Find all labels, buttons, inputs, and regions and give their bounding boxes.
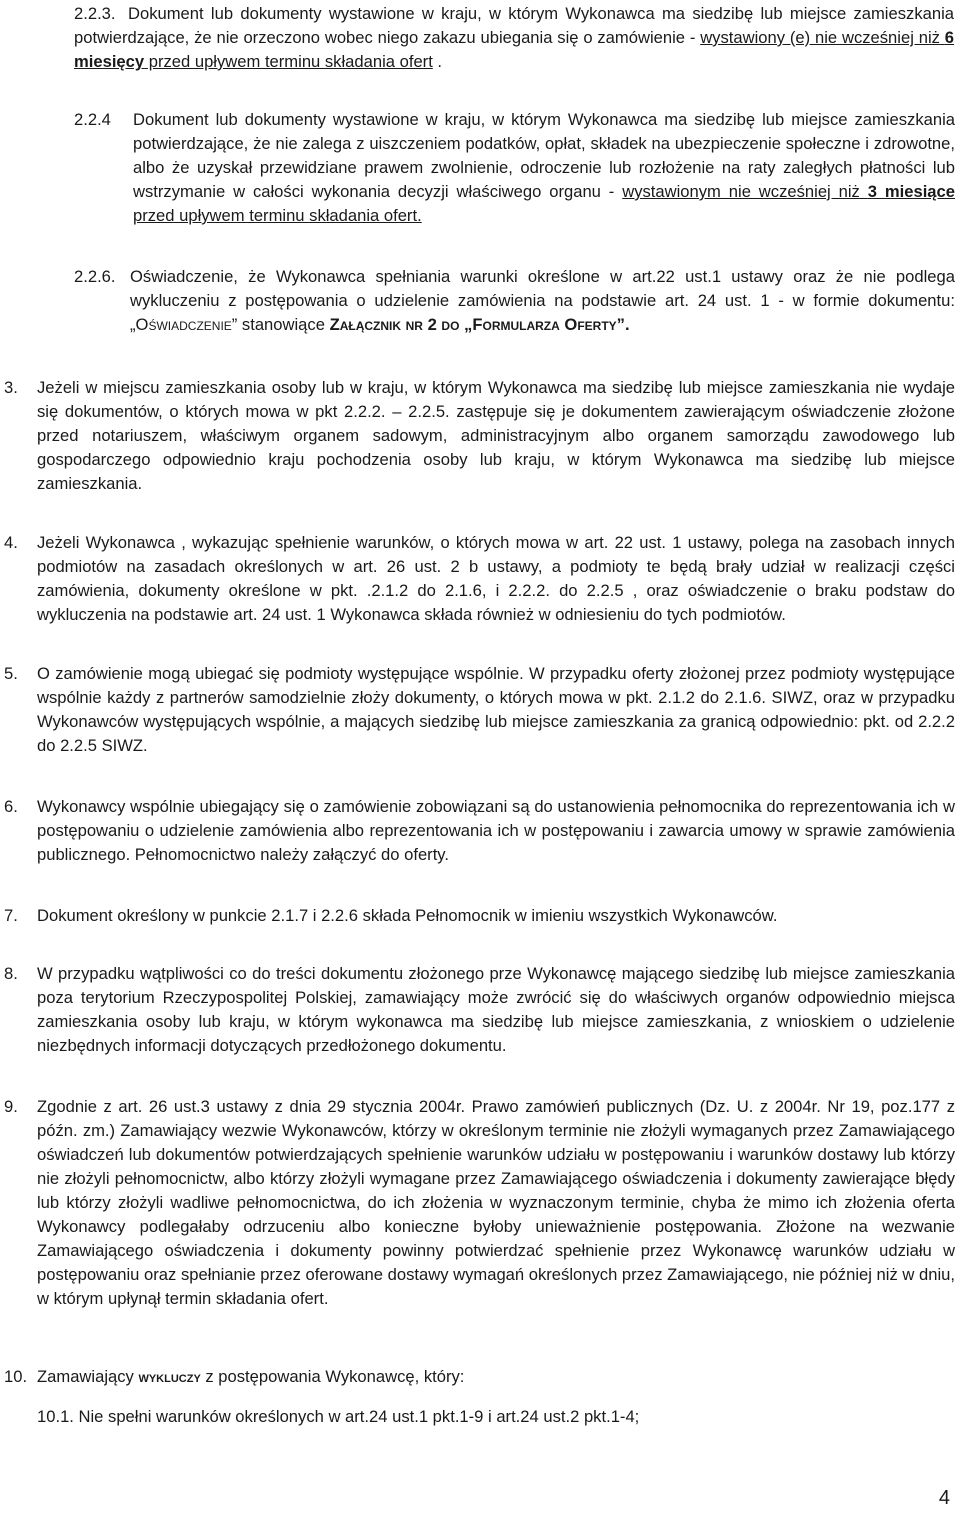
section-2-2-3-text <box>74 2 954 74</box>
section-2-2-4-text <box>133 108 955 228</box>
item-10-intro: Zamawiający <box>37 1367 139 1386</box>
item-number-6: 6. <box>4 797 18 816</box>
section-2-2-6-body: Oświadczenie, że Wykonawca spełniania warunki określone w art.22 ust.1 ustawy oraz że nie podlega wykluczeniu z postępowania o udzielenie zamówienia na podstawie art. 24 ust. 1 - w formie dokumentu: <box>130 267 955 310</box>
item-10-text <box>37 1365 955 1390</box>
section-2-2-4-period: 3 miesiące <box>867 182 955 201</box>
section-2-2-6-end: ”. <box>616 315 630 334</box>
section-2-2-4-deadline: przed upływem terminu składania ofert. <box>133 206 422 225</box>
item-7-text: Dokument określony w punkcie 2.1.7 i 2.2.6 składa Pełnomocnik w imieniu wszystkich Wykonawców. <box>37 906 778 925</box>
section-number-2-2-3: 2.2.3. <box>74 4 116 23</box>
section-number-2-2-6: 2.2.6. <box>74 267 116 286</box>
item-number-3: 3. <box>4 378 18 397</box>
section-number-2-2-4: 2.2.4 <box>74 110 111 129</box>
item-number-8: 8. <box>4 964 18 983</box>
item-4-text: Jeżeli Wykonawca , wykazując spełnienie warunków, o których mowa w art. 22 ust. 1 ustawy, polega na zasobach innych podmiotów na zasadach określonych w art. 26 ust. 2 b ustawy, a podmioty te będą brały udział w realizacji części zamówienia, dokumenty określone w pkt. .2.1.2 do 2.1.6, i 2.2.2. do 2.2.5 , oraz oświadczenie o braku podstaw do wykluczenia na podstawie art. 24 ust. 1 Wykonawca składa również w odniesieniu do tych podmiotów. <box>37 533 955 624</box>
item-3-text: Jeżeli w miejscu zamieszkania osoby lub w kraju, w którym Wykonawca ma siedzibę lub miejsce zamieszkania nie wydaje się dokumentów, o których mowa w pkt 2.2.2. – 2.2.5. zastępuje się je dokumentem zawierającym oświadczenie złożone przed notariuszem, właściwym organem sadowym, administracyjnym albo organem samorządu zawodowego lub gospodarczego odpowiednio kraju pochodzenia osoby lub kraju, w którym Wykonawca ma siedzibę lub miejsce zamieszkania. <box>37 378 955 493</box>
item-8-text: W przypadku wątpliwości co do treści dokumentu złożonego prze Wykonawcę mającego siedzibę lub miejsce zamieszkania poza terytorium Rzeczypospolitej Polskiej, zamawiający może zwrócić się do właściwych organów odpowiednio miejsca zamieszkania osoby lub kraju, w którym wykonawca ma siedzibę lub miejsce zamieszkania, z wnioskiem o udzielenie niezbędnych informacji dotyczących przedłożonego dokumentu. <box>37 964 955 1055</box>
section-2-2-6-doc-name: Oświadczenie <box>135 315 232 334</box>
item-10-1-text: 10.1. Nie spełni warunków określonych w art.24 ust.1 pkt.1-9 i art.24 ust.2 pkt.1-4; <box>37 1407 640 1426</box>
item-10-exclude: wyklucz <box>138 1369 194 1386</box>
quote-close: ” <box>231 315 238 334</box>
section-2-2-6-text <box>130 265 955 337</box>
item-number-7: 7. <box>4 906 18 925</box>
item-10-rest: z postępowania Wykonawcę, który: <box>200 1367 465 1386</box>
section-2-2-6-mid: stanowiące <box>237 315 330 334</box>
section-2-2-4-intro: Dokument lub dokumenty wystawione w kraju, w którym Wykonawca ma siedzibę lub miejsce zamieszkania potwierdzające, że nie zalega z uiszczeniem podatków, opłat, składek na ubezpieczenie społeczne i zdrowotne, albo że uzyskał przewidziane prawem zwolnienie, odroczenie lub rozłożenie na raty zaległych płatności lub wstrzymanie w całości wykonania decyzji właściwego organu - <box>133 110 955 201</box>
section-2-2-3-deadline: przed upływem terminu składania ofert <box>144 52 433 71</box>
quote-open: „ <box>130 315 136 334</box>
section-2-2-6-attachment: Załącznik nr 2 do <box>329 315 460 334</box>
item-9-text: Zgodnie z art. 26 ust.3 ustawy z dnia 29 stycznia 2004r. Prawo zamówień publicznych (Dz. U. z 2004r. Nr 19, poz.177 z późn. zm.) Zamawiający wezwie Wykonawców, którzy w określonym terminie nie złożyli wymaganych przez Zamawiającego oświadczeń lub dokumentów potwierdzających spełnienie warunków udziału w postępowaniu i warunków dostawy lub którzy nie złożyli pełnomocnictw, albo którzy złożyli wymagane przez Zamawiającego oświadczenia i dokumenty zawierające błędy lub którzy złożyli wadliwe pełnomocnictwa, do ich złożenia w wyznaczonym terminie, chyba że mimo ich złożenia oferta Wykonawcy podlegałaby odrzuceniu albo konieczne byłoby unieważnienie postępowania. Złożone na wezwanie Zamawiającego oświadczenia i dokumenty powinny potwierdzać spełnienie przez Wykonawcę warunków udziału w postępowaniu oraz spełnianie przez oferowane dostawy wymagań określonych przez Zamawiającego, nie później niż w dniu, w którym upłynął termin składania ofert. <box>37 1097 955 1308</box>
page-number: 4 <box>938 1487 950 1509</box>
section-2-2-3-period: 6 miesięcy <box>74 28 954 71</box>
item-6-text: Wykonawcy wspólnie ubiegający się o zamówienie zobowiązani są do ustanowienia pełnomocnika do reprezentowania ich w postępowaniu o udzielenie zamówienia albo reprezentowania ich w postępowaniu i zawarcia umowy w sprawie zamówienia publicznego. Pełnomocnictwo należy załączyć do oferty. <box>37 797 955 864</box>
item-number-5: 5. <box>4 664 18 683</box>
section-2-2-4-validity: wystawionym nie wcześniej niż <box>622 182 868 201</box>
item-number-9: 9. <box>4 1097 18 1116</box>
section-2-2-6-form: „Formularza Oferty <box>464 315 617 334</box>
section-2-2-3-intro: Dokument lub dokumenty wystawione w kraju, w którym Wykonawca ma siedzibę lub miejsce zamieszkania potwierdzające, że nie orzeczono wobec niego zakazu ubiegania się o zamówienie - <box>74 4 954 47</box>
section-2-2-3-validity: wystawiony (e) nie wcześniej niż <box>700 28 945 47</box>
item-number-4: 4. <box>4 533 18 552</box>
section-2-2-3-end: . <box>432 52 443 71</box>
item-10-exclude-end: y <box>193 1369 201 1386</box>
item-number-10: 10. <box>4 1367 28 1386</box>
item-5-text: O zamówienie mogą ubiegać się podmioty występujące wspólnie. W przypadku oferty złożonej przez podmioty występujące wspólnie każdy z partnerów samodzielnie złoży dokumenty, o których mowa w pkt. 2.1.2 do 2.1.6. SIWZ, oraz w przypadku Wykonawców występujących wspólnie, a mających siedzibę lub miejsce zamieszkania za granicą odpowiednio: pkt. od 2.2.2 do 2.2.5 SIWZ. <box>37 664 955 755</box>
